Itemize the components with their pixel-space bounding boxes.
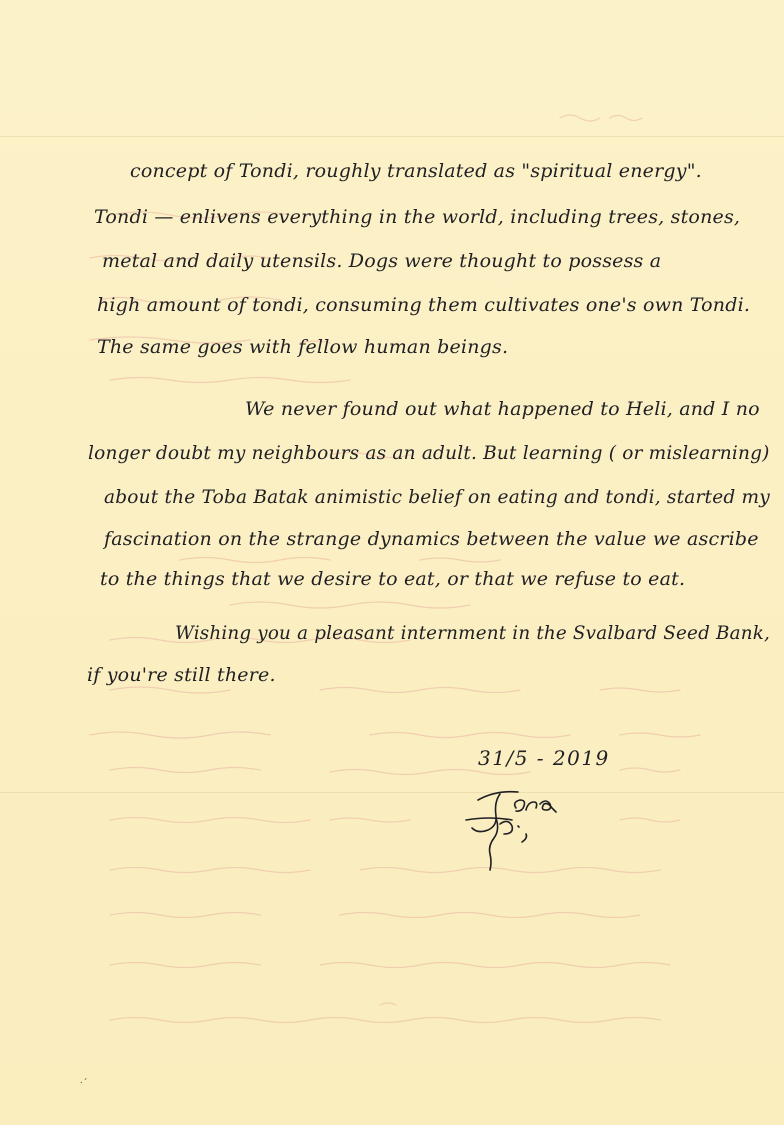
letter-line: metal and daily utensils. Dogs were thought to possess a xyxy=(102,250,662,272)
letter-line: to the things that we desire to eat, or that we refuse to eat. xyxy=(100,568,686,590)
letter-line: We never found out what happened to Heli, and I no xyxy=(245,398,760,420)
letter-line: if you're still there. xyxy=(87,664,276,686)
letter-line: Wishing you a pleasant internment in the Svalbard Seed Bank, xyxy=(175,622,771,644)
letter-line: The same goes with fellow human beings. xyxy=(97,336,509,358)
paper-fold-line xyxy=(0,792,784,793)
letter-date: 31/5 - 2019 xyxy=(478,746,610,770)
paper-speck: ⸱´ xyxy=(80,1078,88,1089)
paper-fold-line xyxy=(0,136,784,137)
letter-line: fascination on the strange dynamics between the value we ascribe xyxy=(104,528,759,550)
letter-line: high amount of tondi, consuming them cultivates one's own Tondi. xyxy=(97,294,751,316)
letter-line: Tondi — enlivens everything in the world, including trees, stones, xyxy=(94,206,741,228)
letter-line: longer doubt my neighbours as an adult. But learning ( or mislearning) xyxy=(88,442,770,464)
letter-line: concept of Tondi, roughly translated as "spiritual energy". xyxy=(130,160,702,182)
letter-line: about the Toba Batak animistic belief on eating and tondi, started my xyxy=(104,486,770,508)
handwritten-signature xyxy=(460,782,580,877)
